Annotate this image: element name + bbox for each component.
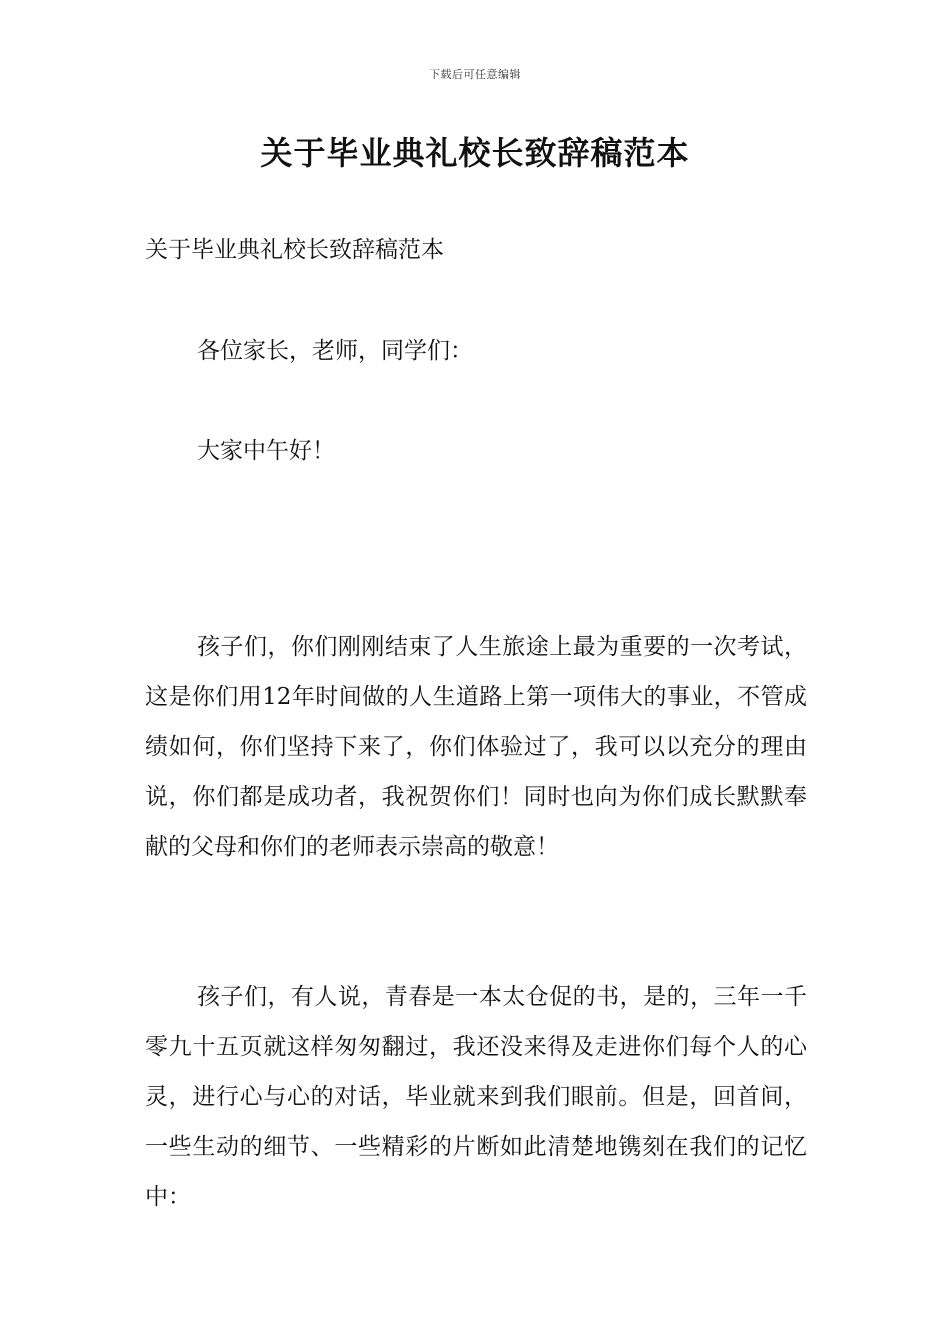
paragraph-2: 孩子们，有人说，青春是一本太仓促的书，是的，三年一千零九十五页就这样匆匆翻过，我还没来得及走进你们每个人的心灵，进行心与心的对话，毕业就来到我们眼前。但是，回首间，一些生动的细节、一些精彩的片断如此清楚地镌刻在我们的记忆中： <box>145 984 807 1210</box>
document-subtitle: 关于毕业典礼校长致辞稿范本 <box>145 237 444 263</box>
header-note: 下载后可任意编辑 <box>429 68 521 81</box>
hello-line: 大家中午好！ <box>197 438 335 464</box>
document-title: 关于毕业典礼校长致辞稿范本 <box>260 134 690 172</box>
paragraph-1: 孩子们，你们刚刚结束了人生旅途上最为重要的一次考试，这是你们用12年时间做的人生道路上第一项伟大的事业，不管成绩如何，你们坚持下来了，你们体验过了，我可以以充分的理由说，你们都是成功者，我祝贺你们！同时也向为你们成长默默奉献的父母和你们的老师表示崇高的敬意！ <box>145 634 807 860</box>
greeting-line: 各位家长，老师，同学们： <box>197 338 473 364</box>
